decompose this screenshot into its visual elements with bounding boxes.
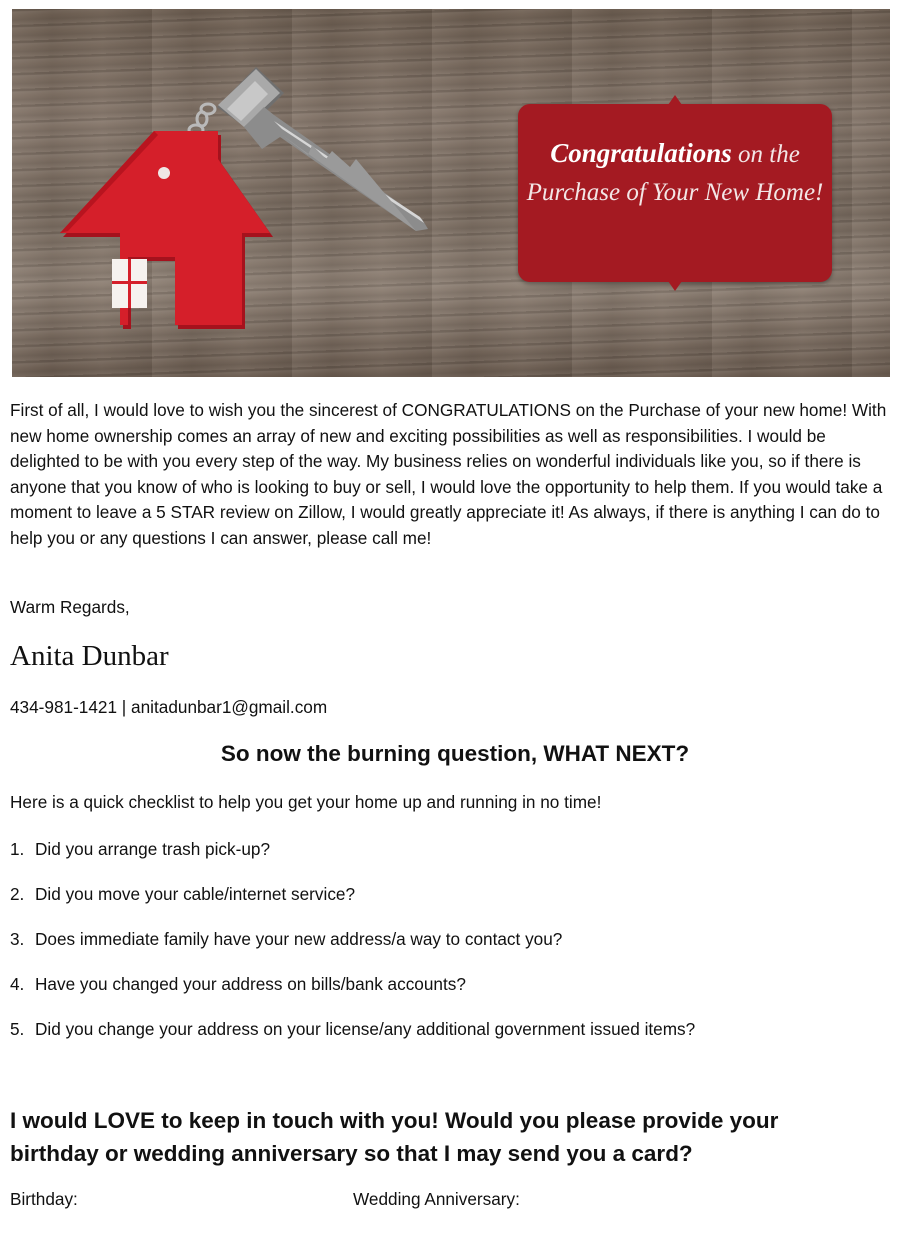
item-text: Does immediate family have your new address/a way to contact you? — [35, 929, 563, 949]
checklist — [10, 837, 695, 1062]
checklist-item — [10, 972, 695, 1017]
item-number: 5. — [10, 1019, 25, 1039]
checklist-item — [10, 1017, 695, 1062]
item-number: 3. — [10, 929, 25, 949]
banner-rest-text: on the Purchase of Your New Home! — [526, 141, 824, 206]
banner-bold-text: Congratulations — [550, 138, 732, 168]
signature: Anita Dunbar — [10, 640, 169, 672]
letter-body: First of all, I would love to wish you the sincerest of CONGRATULATIONS on the Purchase of your new home! With new home ownership comes an array of new and exciting possibilities as well as responsibilities. I would be delighted to be with you every step of the way. My business relies on wonderful individuals like you, so if there is anyone that you know of who is looking to buy or sell, I would love the opportunity to help them. If you would take a moment to leave a 5 STAR review on Zillow, I would greatly appreciate it! As always, if there is anything I can do to help you or any questions I can answer, please call me! — [10, 400, 887, 548]
checklist-item — [10, 837, 695, 882]
hero-image — [12, 9, 890, 377]
anniversary-label: Wedding Anniversary: — [353, 1189, 520, 1209]
banner-text — [526, 134, 824, 212]
closing: Warm Regards, — [10, 597, 130, 617]
congratulations-banner — [518, 104, 832, 282]
checklist-item — [10, 927, 695, 972]
item-number: 1. — [10, 839, 25, 859]
checklist-intro: Here is a quick checklist to help you get your home up and running in no time! — [10, 792, 602, 812]
contact-info: 434-981-1421 | anitadunbar1@gmail.com — [10, 697, 328, 717]
item-number: 2. — [10, 884, 25, 904]
item-number: 4. — [10, 974, 25, 994]
date-fields — [10, 1189, 520, 1210]
item-text: Have you changed your address on bills/bank accounts? — [35, 974, 466, 994]
item-text: Did you move your cable/internet service? — [35, 884, 356, 904]
item-text: Did you arrange trash pick-up? — [35, 839, 271, 859]
checklist-item — [10, 882, 695, 927]
birthday-label: Birthday: — [10, 1189, 78, 1209]
what-next-heading: So now the burning question, WHAT NEXT? — [220, 741, 690, 766]
keep-in-touch-heading: I would LOVE to keep in touch with you! Would you please provide your birthday or wedding anniversary so that I may send you a card? — [10, 1108, 779, 1166]
item-text: Did you change your address on your license/any additional government issued items? — [35, 1019, 696, 1039]
house-icon — [60, 131, 273, 329]
